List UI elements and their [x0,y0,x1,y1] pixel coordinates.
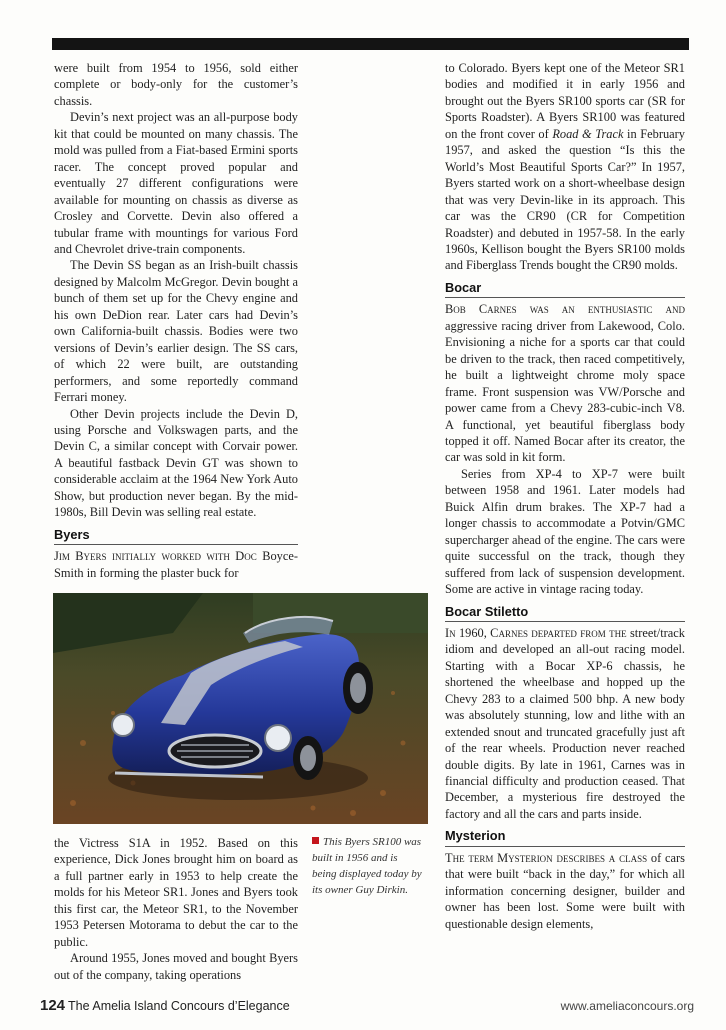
column-right [445,60,685,932]
section-heading-mysterion: Mysterion [445,828,685,846]
paragraph: Devin’s next project was an all-purpose body kit that could be mounted on many chassis. The mold was pulled from a Fiat-based Ermini sports racer. The concept proved popular and eventually 27 different configurations were available for mounting on chassis as diverse as Crosley and Corvette. Devin also offered a tubular frame with mountings for various Ford and Chevrolet drive-train components. [54,110,298,256]
page-footer [40,997,290,1014]
publication-name: The Amelia Island Concours d’Elegance [68,999,290,1013]
paragraph-text: aggressive racing driver from Lakewood, Colo. Envisioning a niche for a sports car that could be driven to the track, then raced competitively, he built a lightweight chrome moly space frame. Front suspension was VW/Porsche and power came from a Chevy 283-cubic-inch V8. A functional, yet beautiful fiberglass body topped it off. Named Bocar after its creator, the car was sold in kit form. [445,318,685,465]
paragraph-text: to Colorado. Byers kept one of the Meteor SR1 bodies and modified it in early 1956 and brought out the Byers SR100 sports car (SR for Sports Roadster). A Byers SR100 was featured on the front cover of [445,61,685,141]
section-heading-bocar-stiletto: Bocar Stiletto [445,604,685,622]
section-heading-byers: Byers [54,527,298,545]
paragraph-text: street/track idiom and developed an all-out racing model. Starting with a Bocar XP-6 chassis, he shortened the wheelbase and hopped up the Chevy 283 to a claimed 500 bhp. A new body was absolutely stunning, low and lithe with an extended snout and truncated gracefully just aft of the rear wheels. Production never reached double digits. By late in 1961, Carnes was in financial difficulty and production ceased. That December, a mysterious fire destroyed the factory and all the cars and parts inside. [445,625,685,821]
paragraph [54,548,298,581]
page-number: 124 [40,997,66,1014]
paragraph: were built from 1954 to 1956, sold either complete or body-only for the customer’s chassis. [54,61,298,108]
paragraph: The Devin SS began as an Irish-built chassis designed by Malcolm McGregor. Devin bought a bunch of them set up for the Chevy engine and his own DeDion rear. Later cars had Devin’s own California-built chassis. Bodies were two versions of Devin’s earlier design. The SS cars, of which 22 were built, are outstanding performers, and some reportedly command Ferrari money. [54,258,298,405]
paragraph [445,850,685,932]
photo-caption [312,834,422,898]
lead-in: Bob Carnes was an enthusiastic and [445,302,685,317]
paragraph [445,625,685,822]
footer-url: www.ameliaconcours.org [560,999,694,1013]
byers-sr100-image [53,593,428,824]
caption-bullet-icon [312,837,319,844]
caption-text: This Byers SR100 was built in 1956 and is being displayed today by its owner Guy Dirkin. [312,836,422,896]
section-heading-bocar: Bocar [445,280,685,298]
paragraph: Series from XP-4 to XP-7 were built between 1958 and 1961. Later models had Buick Alfin drum brakes. The XP-7 had a longer chassis to accommodate a Potvin/GMC supercharger ahead of the engine. The cars were quite successful on the track, though they suffered from lack of suspension development. Some are active in vintage racing today. [445,466,685,597]
lead-in: In 1960, Carnes departed from the [445,625,627,640]
paragraph [445,301,685,466]
top-rule-bar [52,38,689,50]
lead-in: The term Mysterion describes a class [445,850,648,865]
column-left [54,60,298,581]
magazine-title: Road & Track [552,126,624,141]
paragraph: the Victress S1A in 1952. Based on this experience, Dick Jones brought him on board as a full partner early in 1953 to help create the molds for his Meteor SR1. Jones and Byers took this first car, the Meteor SR1, to the November 1953 Petersen Motorama to debut the car to the public. [54,836,298,949]
paragraph [445,60,685,274]
paragraph-text: of cars that were built “back in the day,” for which all information concerning designer, builder and owner has been lost. Some were built with questionable design elements, [445,850,685,931]
paragraph-text: Boyce-Smith in forming the plaster buck for [54,549,298,580]
column-left-bottom [54,835,298,983]
paragraph: Around 1955, Jones moved and bought Byers out of the company, taking operations [54,951,298,982]
paragraph: Other Devin projects include the Devin D, using Porsche and Volkswagen parts, and the Devin C, a similar concept with Corvair power. A beautiful fastback Devin GT was shown to considerable acclaim at the 1964 New York Auto Show, but production never began. By the mid-1980s, Bill Devin was selling real estate. [54,406,298,520]
lead-in: Jim Byers initially worked with Doc [54,549,257,564]
car-photo [53,593,428,824]
paragraph-text: in February 1957, and asked the question “Is this the World’s Most Beautiful Sports Car?” In 1957, Byers started work on a short-wheelbase design that was very Devin-like in its approach. This car was the CR90 (CR for Competition Roadster) and debuted in 1957-58. In the early 1960s, Kellison bought the Byers SR100 molds and Fiberglass Trends bought the CR90 molds. [445,126,685,273]
